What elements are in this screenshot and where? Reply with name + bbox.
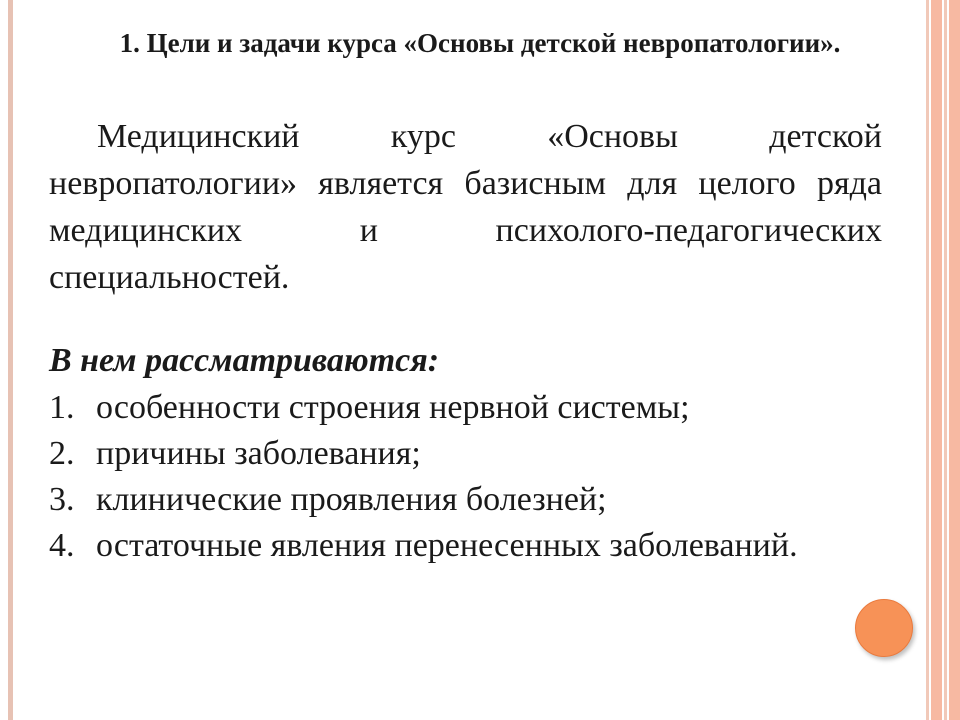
list-item bbox=[49, 523, 882, 568]
list-item bbox=[49, 477, 882, 522]
list-item-number: 2. bbox=[49, 435, 75, 472]
slide-title: 1. Цели и задачи курса «Основы детской невропатологии». bbox=[119, 28, 841, 58]
list-item-text: причины заболевания; bbox=[96, 435, 421, 472]
left-border-line bbox=[8, 0, 13, 720]
section-heading: В нем рассматриваются: bbox=[49, 342, 440, 379]
list-item bbox=[49, 431, 882, 476]
list-item-text: остаточные явления перенесенных заболеваний. bbox=[96, 527, 798, 564]
list-item-number: 1. bbox=[49, 389, 75, 426]
intro-paragraph: Медицинский курс «Основы детской невропатологии» является базисным для целого ряда медицинских и психолого-педагогических специальностей. bbox=[49, 118, 882, 296]
list-item bbox=[49, 385, 882, 430]
topics-list bbox=[49, 384, 882, 568]
list-item-number: 4. bbox=[49, 527, 75, 564]
list-item-number: 3. bbox=[49, 481, 75, 518]
decorative-circle bbox=[855, 599, 913, 657]
list-item-text: клинические проявления болезней; bbox=[96, 481, 607, 518]
right-decor-stripe bbox=[926, 0, 929, 720]
right-decor-stripe bbox=[944, 0, 947, 720]
right-decor-stripe bbox=[949, 0, 960, 720]
list-item-text: особенности строения нервной системы; bbox=[96, 389, 690, 426]
right-decor-stripe bbox=[931, 0, 942, 720]
